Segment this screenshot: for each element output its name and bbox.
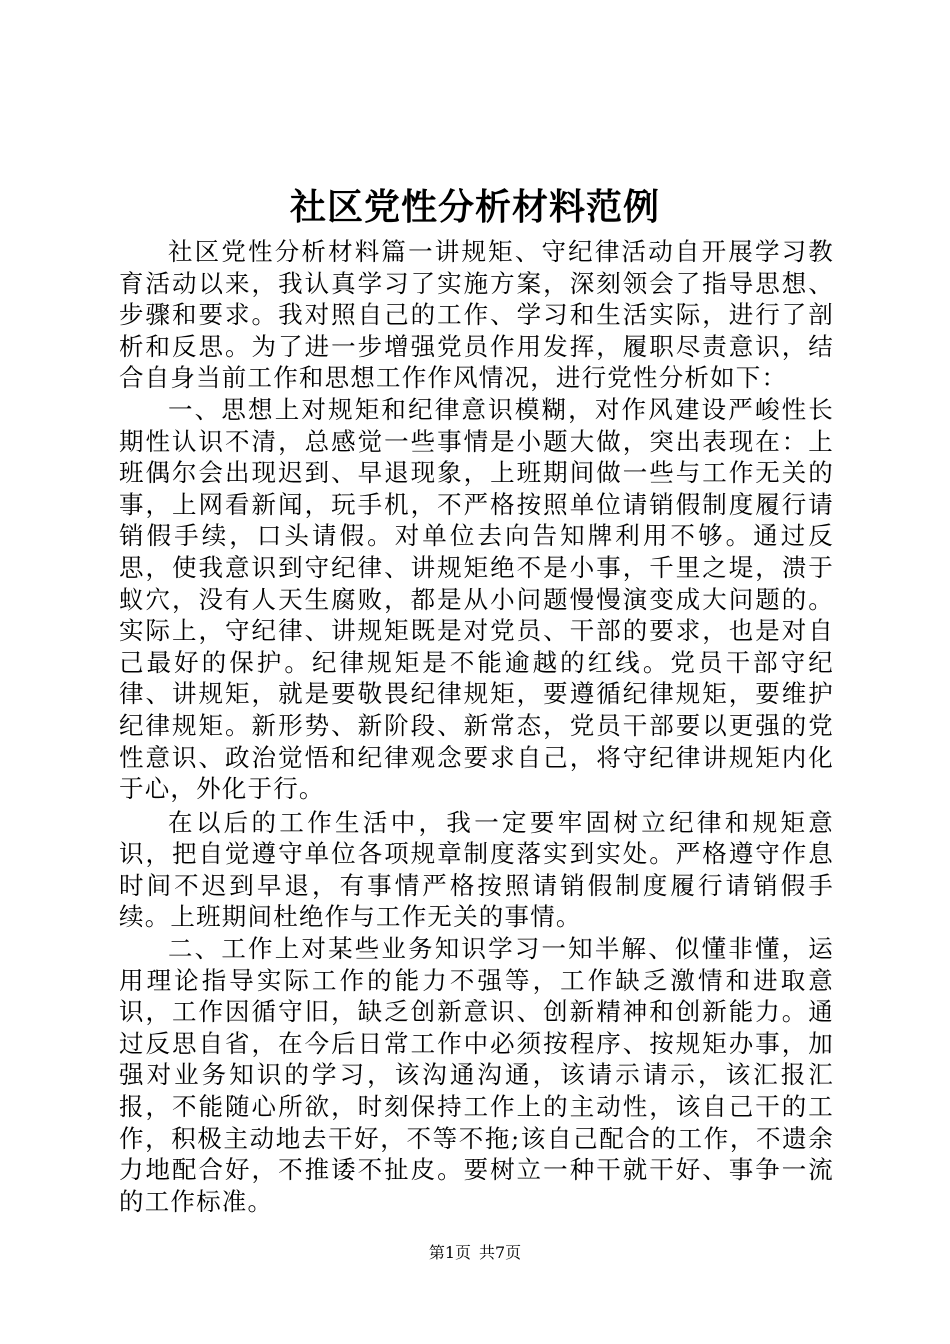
document-title: 社区党性分析材料范例 bbox=[289, 186, 660, 228]
page-number: 第1页 bbox=[428, 1243, 471, 1262]
page-footer bbox=[0, 1243, 950, 1263]
document-body bbox=[119, 236, 834, 1217]
paragraph-section-one: 一、思想上对规矩和纪律意识模糊，对作风建设严峻性长期性认识不清，总感觉一些事情是小题大做，突出表现在：上班偶尔会出现迟到、早退现象，上班期间做一些与工作无关的事，上网看新闻，玩手机，不严格按照单位请销假制度履行请销假手续，口头请假。对单位去向告知牌利用不够。通过反思，使我意识到守纪律、讲规矩绝不是小事，千里之堤，溃于蚁穴，没有人天生腐败，都是从小问题慢慢演变成大问题的。实际上，守纪律、讲规矩既是对党员、干部的要求，也是对自己最好的保护。纪律规矩是不能逾越的红线。党员干部守纪律、讲规矩，就是要敬畏纪律规矩，要遵循纪律规矩，要维护纪律规矩。新形势、新阶段、新常态，党员干部要以更强的党性意识、政治觉悟和纪律观念要求自己，将守纪律讲规矩内化于心，外化于行。 bbox=[119, 394, 834, 804]
paragraph-intro: 社区党性分析材料篇一讲规矩、守纪律活动自开展学习教育活动以来，我认真学习了实施方案，深刻领会了指导思想、步骤和要求。我对照自己的工作、学习和生活实际，进行了剖析和反思。为了进一步增强党员作用发挥，履职尽责意识，结合自身当前工作和思想工作作风情况，进行党性分析如下： bbox=[119, 237, 834, 393]
page-total: 共7页 bbox=[479, 1243, 522, 1262]
paragraph-resolution: 在以后的工作生活中，我一定要牢固树立纪律和规矩意识，把自觉遵守单位各项规章制度落实到实处。严格遵守作息时间不迟到早退，有事情严格按照请销假制度履行请销假手续。上班期间杜绝作与工作无关的事情。 bbox=[119, 807, 834, 932]
paragraph-section-two: 二、工作上对某些业务知识学习一知半解、似懂非懂，运用理论指导实际工作的能力不强等，工作缺乏激情和进取意识，工作因循守旧，缺乏创新意识、创新精神和创新能力。通过反思自省，在今后日常工作中必须按程序、按规矩办事，加强对业务知识的学习，该沟通沟通，该请示请示，该汇报汇报，不能随心所欲，时刻保持工作上的主动性，该自己干的工作，积极主动地去干好，不等不拖;该自己配合的工作，不遗余力地配合好，不推诿不扯皮。要树立一种干就干好、事争一流的工作标准。 bbox=[119, 934, 834, 1216]
